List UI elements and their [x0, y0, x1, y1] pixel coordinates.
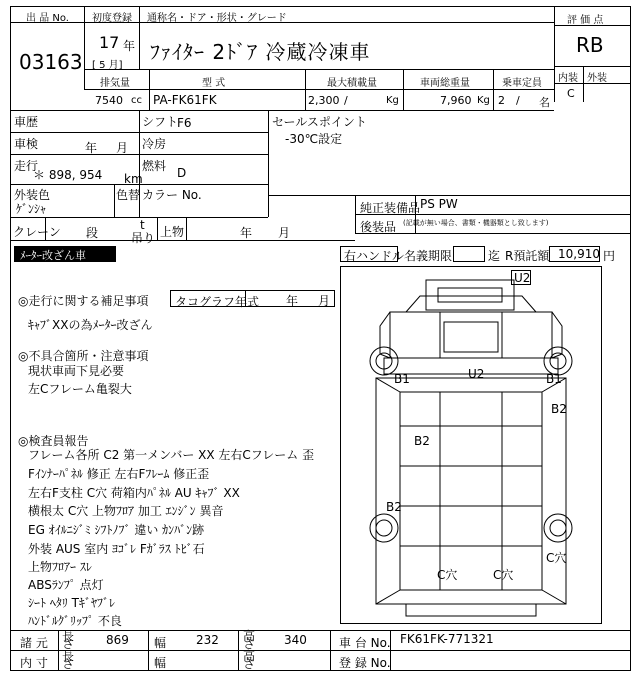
mark-u2-floor: U2: [468, 367, 485, 381]
chassis-number: FK61FK-771321: [400, 632, 494, 646]
grade-label: 評 価 点: [567, 15, 604, 26]
inspector-item: EG ｵｲﾙﾆｼﾞﾐ ｼﾌﾄﾉﾌﾞ 違い ｶﾝﾊﾞﾝ跡: [28, 523, 205, 537]
exterior-grade-label: 外装: [587, 73, 607, 84]
tachograph-label: タコグラフ年式: [175, 295, 260, 309]
inspector-item: 外装 AUS 室内 ﾖｺﾞﾚ Fｶﾞﾗｽ ﾄﾋﾞ石: [28, 542, 205, 556]
interior-dims-label: 内 寸: [20, 656, 48, 670]
interior-grade-label: 内装: [558, 73, 578, 84]
driving-text: ｷｬﾌﾞXXの為ﾒｰﾀｰ改ざん: [28, 318, 153, 332]
lot-no: 03163: [19, 50, 83, 74]
interior-grade: C: [567, 87, 575, 100]
displacement-unit: cc: [131, 95, 142, 106]
truck-diagram: [340, 266, 602, 624]
mark-b2-right: B2: [551, 402, 567, 416]
inspector-label: ◎検査員報告: [18, 434, 89, 448]
max-load-slash: /: [344, 94, 348, 107]
cab-body: [390, 312, 552, 358]
driving-notes-label: ◎走行に関する補足事項: [18, 294, 149, 308]
max-load-unit: Kg: [386, 95, 399, 106]
inspector-item: ﾊﾝﾄﾞﾙｸﾞﾘｯﾌﾟ 不良: [28, 614, 122, 628]
sales-point-label: セールスポイント: [272, 115, 367, 129]
inspection-label: 車検: [14, 137, 39, 151]
r-tax-unit: 円: [603, 249, 616, 263]
mark-b2-rear-left: B2: [386, 500, 402, 514]
r-tax: 10,910: [558, 247, 600, 261]
model-label: 型 式: [202, 78, 226, 89]
dims-label: 諸 元: [20, 636, 48, 650]
model: PA-FK61FK: [153, 93, 217, 107]
mark-c-hole-right: C穴: [546, 551, 567, 565]
inspection-month: 月: [116, 141, 129, 155]
defects-label: ◎不具合箇所・注意事項: [18, 349, 149, 363]
interior-width-label: 幅: [154, 656, 167, 670]
alert-text: ﾒｰﾀｰ改ざん車: [20, 249, 86, 262]
capacity-slash: /: [516, 94, 520, 107]
gross-weight-label: 車両総重量: [420, 78, 470, 89]
mark-c-hole-left: C穴: [437, 568, 458, 582]
shift-label: シフト: [142, 115, 179, 129]
interior-length-label: 長さ: [62, 649, 75, 671]
max-load: 2,300: [308, 94, 340, 107]
sales-point-text: -30℃設定: [285, 132, 343, 146]
defect-item: 左Cフレーム亀裂大: [28, 382, 132, 396]
width-value: 232: [196, 633, 219, 647]
name-change-box: [453, 246, 485, 262]
ac-label: 冷房: [142, 137, 167, 151]
cab-roof: [426, 280, 514, 310]
height-label: 高さ: [243, 629, 256, 651]
inspector-item: Fｲﾝﾅｰﾊﾟﾈﾙ 修正 左右Fﾌﾚｰﾑ 修正歪: [28, 467, 210, 481]
crane-label: クレーン: [13, 225, 61, 239]
first-reg-year-unit: 年: [123, 39, 136, 53]
fuel-value: D: [177, 166, 187, 180]
first-reg-label: 初度登録: [92, 13, 132, 24]
lot-no-label: 出 品 No.: [26, 13, 69, 24]
length-value: 869: [106, 633, 129, 647]
defect-item: 現状車両下見必要: [28, 364, 125, 378]
tachograph-month: 月: [318, 294, 331, 308]
registration-label: 登 録 No.: [339, 656, 391, 670]
gross-weight-unit: Kg: [477, 95, 490, 106]
width-label: 幅: [154, 636, 167, 650]
name-change-label: 名義期限: [404, 249, 453, 263]
first-reg-year: 17: [99, 33, 120, 52]
capacity-label: 乗車定員: [502, 78, 542, 89]
height-value: 340: [284, 633, 307, 647]
max-load-label: 最大積載量: [327, 78, 377, 89]
gross-weight: 7,960: [440, 94, 472, 107]
inspector-item: ｼｰﾄ ﾍﾀﾘ Tｷﾞﾔﾌﾞﾚ: [28, 596, 115, 610]
handle: 右ハンドル: [344, 249, 405, 263]
r-tax-label: R預託額: [505, 249, 550, 263]
top-label: 上物: [160, 225, 185, 239]
aftermarket-label: 後装品: [360, 220, 397, 234]
color-label: 外装色: [14, 188, 51, 202]
color-code-label: カラー No.: [142, 188, 202, 202]
mileage-unit: km: [124, 172, 143, 186]
car-name-label: 通称名・ドア・形状・グレード: [147, 13, 287, 24]
car-name: ﾌｧｲﾀｰ 2ﾄﾞｱ 冷蔵冷凍車: [150, 40, 371, 64]
mark-c-hole-center: C穴: [493, 568, 514, 582]
capacity-unit: 名: [539, 96, 550, 109]
color-value: ｹﾞﾝｼｬ: [16, 202, 47, 216]
displacement-label: 排気量: [100, 78, 130, 89]
genuine-equipment: PS PW: [420, 197, 458, 211]
cargo-box: [376, 378, 566, 604]
top-month: 月: [278, 226, 291, 240]
shift-value: F6: [177, 116, 192, 130]
inspection-year: 年: [85, 141, 98, 155]
name-change-unit: 迄: [488, 249, 501, 263]
tachograph-year: 年: [286, 294, 299, 308]
crane-stage: 段: [86, 226, 99, 240]
rear-bumper: [406, 604, 536, 616]
length-label: 長さ: [62, 629, 75, 651]
crane-hook: 吊り: [131, 231, 156, 245]
mileage-value: ＊ 898, 954: [33, 168, 103, 182]
grade-value: RB: [576, 33, 604, 57]
crane-ton: t: [140, 218, 145, 232]
inspector-item: 左右F支柱 C穴 荷箱内ﾊﾟﾈﾙ AU ｷｬﾌﾞ XX: [28, 486, 240, 500]
history-label: 車歴: [14, 115, 39, 129]
mark-b1-left: B1: [394, 372, 410, 386]
aftermarket-note: (記載が無い場合、書類・機器類とし致します): [403, 219, 549, 227]
inspector-item: ABSﾗﾝﾌﾟ 点灯: [28, 578, 104, 592]
mileage-label: 走行: [14, 159, 39, 173]
wheel-rear-left: [370, 514, 398, 542]
chassis-label: 車 台 No.: [339, 636, 391, 650]
color-change-label: 色替: [116, 188, 141, 202]
capacity: 2: [498, 94, 505, 107]
alert-banner: [14, 246, 116, 262]
displacement: 7540: [95, 94, 123, 107]
genuine-equipment-label: 純正装備品: [360, 201, 421, 215]
fuel-label: 燃料: [142, 159, 167, 173]
inspector-item: フレーム各所 C2 第一メンバー XX 左右Cフレーム 歪: [28, 448, 315, 462]
top-year: 年: [240, 226, 253, 240]
wheel-rear-right: [544, 514, 572, 542]
inspector-item: 横根太 C穴 上物ﾌﾛｱ 加工 ｴﾝｼﾞﾝ 異音: [28, 504, 224, 518]
mark-u2-cab: U2: [514, 271, 531, 285]
first-reg-month: [ 5 月]: [92, 60, 123, 71]
mark-b2-center: B2: [414, 434, 430, 448]
interior-height-label: 高さ: [243, 649, 256, 671]
inspector-item: 上物ﾌﾛｱｰ ｽﾚ: [28, 560, 92, 574]
mark-b1-right: B1: [546, 372, 562, 386]
